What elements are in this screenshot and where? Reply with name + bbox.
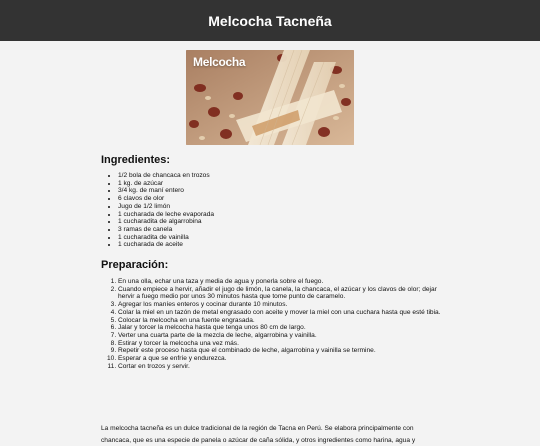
recipe-image bbox=[186, 50, 354, 145]
step-item: 9. Repetir este proceso hasta que el combinado de leche, algarrobina y vainilla se termine. bbox=[118, 347, 454, 355]
step-item: 6. Jalar y torcer la melcocha hasta que tenga unos 80 cm de largo. bbox=[118, 324, 454, 332]
step-item: 7. Verter una cuarta parte de la mezcla de leche, algarrobina y vainilla. bbox=[118, 332, 454, 340]
ingredients-list bbox=[101, 172, 418, 249]
step-item: 8. Estirar y torcer la melcocha una vez más. bbox=[118, 340, 454, 348]
list-item: • 1 cucharadita de algarrobina bbox=[118, 218, 418, 226]
list-item: • 1 cucharada de leche evaporada bbox=[118, 211, 418, 219]
list-item: • 1 kg. de azúcar bbox=[118, 180, 418, 188]
page-header bbox=[0, 0, 540, 41]
list-item: • 1 cucharadita de vainilla bbox=[118, 234, 418, 242]
step-item: 11. Cortar en trozos y servir. bbox=[118, 363, 454, 371]
list-item: • 6 clavos de olor bbox=[118, 195, 418, 203]
recipe-description: La melcocha tacneña es un dulce tradicional de la región de Tacna en Perú. Se elabora principalmente con chancaca, que es una especie de panela o azúcar de caña sólida, y otros ingredientes como harina, agua y bbox=[101, 425, 416, 444]
step-item: 10. Esperar a que se enfríe y endurezca. bbox=[118, 355, 454, 363]
step-item: 2. Cuando empiece a hervir, añadir el jugo de limón, la canela, la chancaca, el azúcar y los clavos de olor; dejar hervir a fuego medio por unos 30 minutos hasta que tome punto de caramelo. bbox=[118, 286, 454, 301]
ingredients-heading: Ingredientes: bbox=[101, 154, 171, 166]
preparation-steps bbox=[101, 278, 454, 370]
list-item: • Jugo de 1/2 limón bbox=[118, 203, 418, 211]
step-item: 5. Colocar la melcocha en una fuente engrasada. bbox=[118, 317, 454, 325]
step-item: 1. En una olla, echar una taza y media de agua y ponerla sobre el fuego. bbox=[118, 278, 454, 286]
list-item: • 3/4 kg. de maní entero bbox=[118, 187, 418, 195]
step-item: 4. Colar la miel en un tazón de metal engrasado con aceite y mover la miel con una cuchara hasta que esté tibia. bbox=[118, 309, 454, 317]
list-item: • 3 ramas de canela bbox=[118, 226, 418, 234]
page-title: Melcocha Tacneña bbox=[208, 12, 332, 29]
preparation-heading: Preparación: bbox=[101, 259, 169, 271]
list-item: • 1/2 bola de chancaca en trozos bbox=[118, 172, 418, 180]
list-item: • 1 cucharada de aceite bbox=[118, 241, 418, 249]
image-brand-text: Melcocha bbox=[193, 55, 246, 69]
step-item: 3. Agregar los maníes enteros y cocinar durante 10 minutos. bbox=[118, 301, 454, 309]
